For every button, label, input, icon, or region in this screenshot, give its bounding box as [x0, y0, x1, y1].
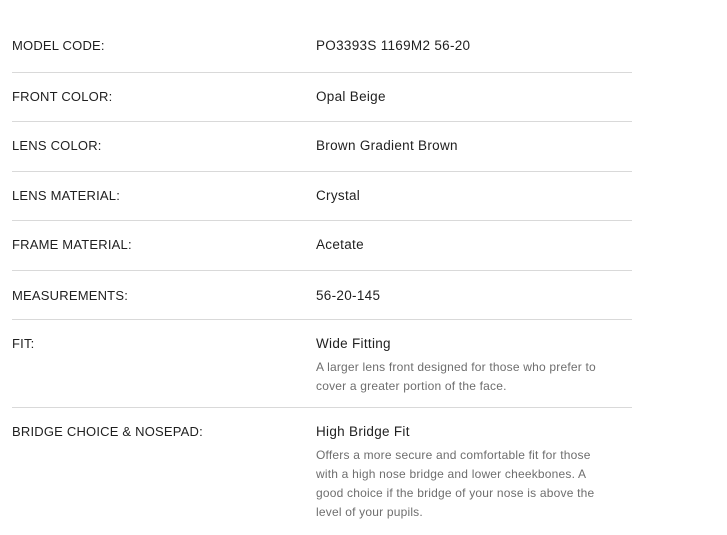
spec-value-fit: Wide Fitting [316, 336, 391, 351]
spec-label: MEASUREMENTS: [12, 288, 129, 303]
spec-value-front-color: Opal Beige [316, 89, 386, 104]
spec-label: MODEL CODE: [12, 38, 105, 53]
spec-row-fit [12, 320, 632, 408]
spec-label: FRONT COLOR: [12, 89, 113, 104]
spec-value-container [316, 237, 632, 252]
spec-value-container [316, 424, 632, 522]
spec-label: LENS COLOR: [12, 138, 102, 153]
spec-value-container [316, 38, 632, 53]
spec-description-bridge-choice: Offers a more secure and comfortable fit for those with a high nose bridge and lower cheekbones. A good choice if the bridge of your nose is above the level of your pupils. [316, 448, 595, 519]
spec-value-lens-color: Brown Gradient Brown [316, 138, 458, 153]
spec-row-front-color [12, 73, 632, 122]
spec-value-lens-material: Crystal [316, 188, 361, 203]
spec-label: FIT: [12, 336, 35, 351]
spec-row-measurements [12, 271, 632, 320]
spec-value-container [316, 288, 632, 303]
spec-value-container [316, 336, 632, 396]
spec-label: FRAME MATERIAL: [12, 237, 132, 252]
spec-value-container [316, 138, 632, 153]
spec-row-lens-material [12, 172, 632, 221]
spec-value-model-code: PO3393S 1169M2 56-20 [316, 38, 471, 53]
spec-row-model-code [12, 0, 632, 73]
spec-value-frame-material: Acetate [316, 237, 364, 252]
spec-row-bridge-choice [12, 408, 632, 535]
spec-description-fit: A larger lens front designed for those who prefer to cover a greater portion of the face. [316, 360, 596, 393]
spec-row-frame-material [12, 221, 632, 271]
spec-label: BRIDGE CHOICE & NOSEPAD: [12, 424, 203, 439]
spec-row-lens-color [12, 122, 632, 172]
spec-value-bridge-choice: High Bridge Fit [316, 424, 410, 439]
spec-value-container [316, 188, 632, 203]
spec-value-measurements: 56-20-145 [316, 288, 381, 303]
product-specs-table [12, 0, 632, 535]
spec-label: LENS MATERIAL: [12, 188, 121, 203]
spec-value-container [316, 89, 632, 104]
